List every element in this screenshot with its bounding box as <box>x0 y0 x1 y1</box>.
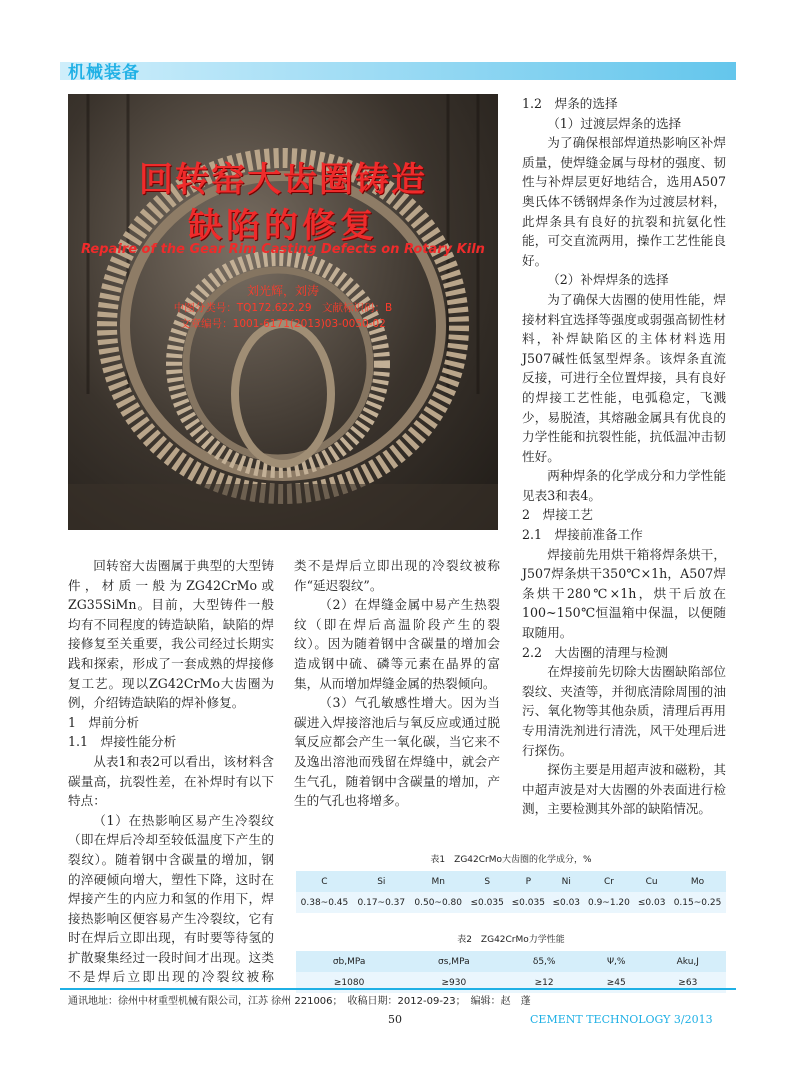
heading-1-1: 1.1 焊接性能分析 <box>68 734 177 750</box>
paragraph-1-2-2: 为了确保大齿圈的使用性能，焊接材料宜选择等强度或弱强高韧性材料，补焊缺陷区的主体材料选用J507碱性低氢型焊条。该焊条直流反接，可进行全位置焊接，具有良好的焊接工艺性能，电弧稳定，飞溅少，易脱渣，其熔融金属具有优良的力学性能和抗裂性能，抗低温冲击韧性好。 <box>522 291 726 464</box>
table2-header-cell: σb,MPa <box>296 951 402 972</box>
paragraph-hot-crack: （2）在焊缝金属中易产生热裂纹（即在焊后高温阶段产生的裂纹）。因为随着钢中含碳量的增加会造成钢中硫、磷等元素在晶界的富集，从而增加焊缝金属的热裂倾向。 <box>294 597 500 691</box>
table2-value-cell: ≥45 <box>583 972 650 993</box>
paragraph-2-2-b: 探伤主要是用超声波和磁粉，其中超声波是对大齿圈的外表面进行检测，主要检测其外部的缺陷情况。 <box>522 762 726 817</box>
table1-header-cell: C <box>296 871 353 892</box>
table1-header-cell: Mn <box>410 871 467 892</box>
table1-header-row <box>296 871 726 892</box>
heading-1-2-2: （2）补焊焊条的选择 <box>547 272 669 288</box>
classification-code: 中图分类号：TQ172.622.29 文献标识码：B <box>173 302 393 314</box>
table1-header-cell: Mo <box>669 871 726 892</box>
table1-value-cell: ≤0.03 <box>634 892 669 913</box>
table1-caption: 表1 ZG42CrMo大齿圈的化学成分，% <box>430 855 592 865</box>
paragraph-cold-crack: （1）在热影响区易产生冷裂纹（即在焊后冷却至较低温度下产生的裂纹）。随着钢中含碳量的增加，钢的淬硬倾向增大，塑性下降，这时在焊接产生的内应力和氢的作用下，焊接热影响区便容易产生冷裂纹，它有时在焊后立即出现，有时要等待氢的扩散聚集经过一段时间才出现。这类不是焊后立即出现的冷裂纹被称 <box>68 812 274 985</box>
heading-2: 2 焊接工艺 <box>522 507 593 523</box>
table1-header-cell: Ni <box>549 871 584 892</box>
article-title-english: Repaire of the Gear Rim Casting Defects on Rotary Kiln <box>81 242 485 257</box>
heading-2-1: 2.1 焊接前准备工作 <box>522 527 643 543</box>
table1-value-cell: ≤0.035 <box>467 892 508 913</box>
authors: 刘光辉，刘涛 <box>246 284 319 298</box>
table2-header-cell: δ5,% <box>505 951 582 972</box>
table2-header-cell: Ψ,% <box>583 951 650 972</box>
page-number: 50 <box>388 1013 402 1026</box>
heading-1-2: 1.2 焊条的选择 <box>522 96 618 111</box>
paragraph-1-2-3: 两种焊条的化学成分和力学性能见表3和表4。 <box>522 468 726 503</box>
article-id: 文章编号：1001-6171(2013)03-0050-02 <box>180 318 386 330</box>
heading-1: 1 焊前分析 <box>68 714 139 730</box>
table2 <box>296 951 726 993</box>
table1-value-cell: 0.17~0.37 <box>353 892 410 913</box>
heading-2-2: 2.2 大齿圈的清理与检测 <box>522 644 668 660</box>
article-title-line2: 缺陷的修复 <box>188 206 378 246</box>
table2-value-cell: ≥63 <box>650 972 726 993</box>
table1-header-cell: P <box>508 871 549 892</box>
section-title: 机械装备 <box>68 63 140 83</box>
table1-block <box>296 852 726 913</box>
paragraph-porosity: （3）气孔敏感性增大。因为当碳进入焊接溶池后与氧反应或通过脱氧反应都会产生一氧化碳，当它来不及逸出溶池而残留在焊缝中，就会产生气孔，随着钢中含碳量的增加，产生的气孔也将增多。 <box>294 695 500 809</box>
table1-header-cell: S <box>467 871 508 892</box>
table2-header-cell: Aku,J <box>650 951 726 972</box>
heading-1-2-1: （1）过渡层焊条的选择 <box>547 115 682 131</box>
paragraph-cold-crack-cont: 类不是焊后立即出现的冷裂纹被称作“延迟裂纹”。 <box>294 558 500 593</box>
paragraph-1-1: 从表1和表2可以看出，该材料含碳量高，抗裂性差，在补焊时有以下特点： <box>68 753 274 809</box>
table1-value-row <box>296 892 726 913</box>
table1-value-cell: ≤0.03 <box>549 892 584 913</box>
table1-header-cell: Cr <box>584 871 635 892</box>
table1-value-cell: 0.15~0.25 <box>669 892 726 913</box>
table2-value-cell: ≥12 <box>505 972 582 993</box>
table1-value-cell: 0.9~1.20 <box>584 892 635 913</box>
paragraph-1-2-1: 为了确保根部焊道热影响区补焊质量，使焊缝金属与母材的强度、韧性与补焊层更好地结合，选用A507奥氏体不锈钢焊条作为过渡层材料，此焊条具有良好的抗裂和抗氨化性能，可交直流两用，操作工艺性能良好。 <box>522 135 726 268</box>
column-middle <box>294 556 500 811</box>
table2-block <box>296 932 726 993</box>
table2-value-cell: ≥1080 <box>296 972 402 993</box>
table2-caption: 表2 ZG42CrMo力学性能 <box>457 935 565 945</box>
hero-photo <box>68 94 498 530</box>
paragraph-2-1: 焊接前先用烘干箱将焊条烘干，J507焊条烘干350℃×1h，A507焊条烘干280℃×1h，烘干后放在100~150℃恒温箱中保温，以便随取随用。 <box>522 546 726 641</box>
paragraph-intro: 回转窑大齿圈属于典型的大型铸件，材质一般为ZG42CrMo或ZG35SiMn。目前，大型铸件一般均有不同程度的铸造缺陷，缺陷的焊接修复至关重要，我公司经过长期实践和探索，形成了一套成熟的焊接修复工艺。现以ZG42CrMo大齿圈为例，介绍铸造缺陷的焊补修复。 <box>68 558 274 711</box>
table1-value-cell: 0.50~0.80 <box>410 892 467 913</box>
table2-header-cell: σs,MPa <box>402 951 505 972</box>
table1-value-cell: 0.38~0.45 <box>296 892 353 913</box>
table1-value-cell: ≤0.035 <box>508 892 549 913</box>
footer-info: 通讯地址：徐州中材重型机械有限公司，江苏 徐州 221006； 收稿日期：2012-09-23； 编辑：赵 蓬 <box>68 996 531 1007</box>
table1-header-cell: Si <box>353 871 410 892</box>
column-left <box>68 556 274 987</box>
table1-header-cell: Cu <box>634 871 669 892</box>
table2-value-cell: ≥930 <box>402 972 505 993</box>
article-title-line1: 回转窑大齿圈铸造 <box>139 160 427 200</box>
table2-header-row <box>296 951 726 972</box>
header-band <box>60 62 736 80</box>
journal-name: CEMENT TECHNOLOGY 3/2013 <box>530 1013 713 1026</box>
paragraph-2-2: 在焊接前先切除大齿圈缺陷部位裂纹、夹渣等，并彻底清除周围的油污、氧化物等其他杂质，清理后再用专用清洗剂进行清洗，风干处理后进行探伤。 <box>522 664 726 758</box>
column-right <box>522 94 726 819</box>
footer-rule <box>60 988 736 990</box>
table1 <box>296 871 726 913</box>
